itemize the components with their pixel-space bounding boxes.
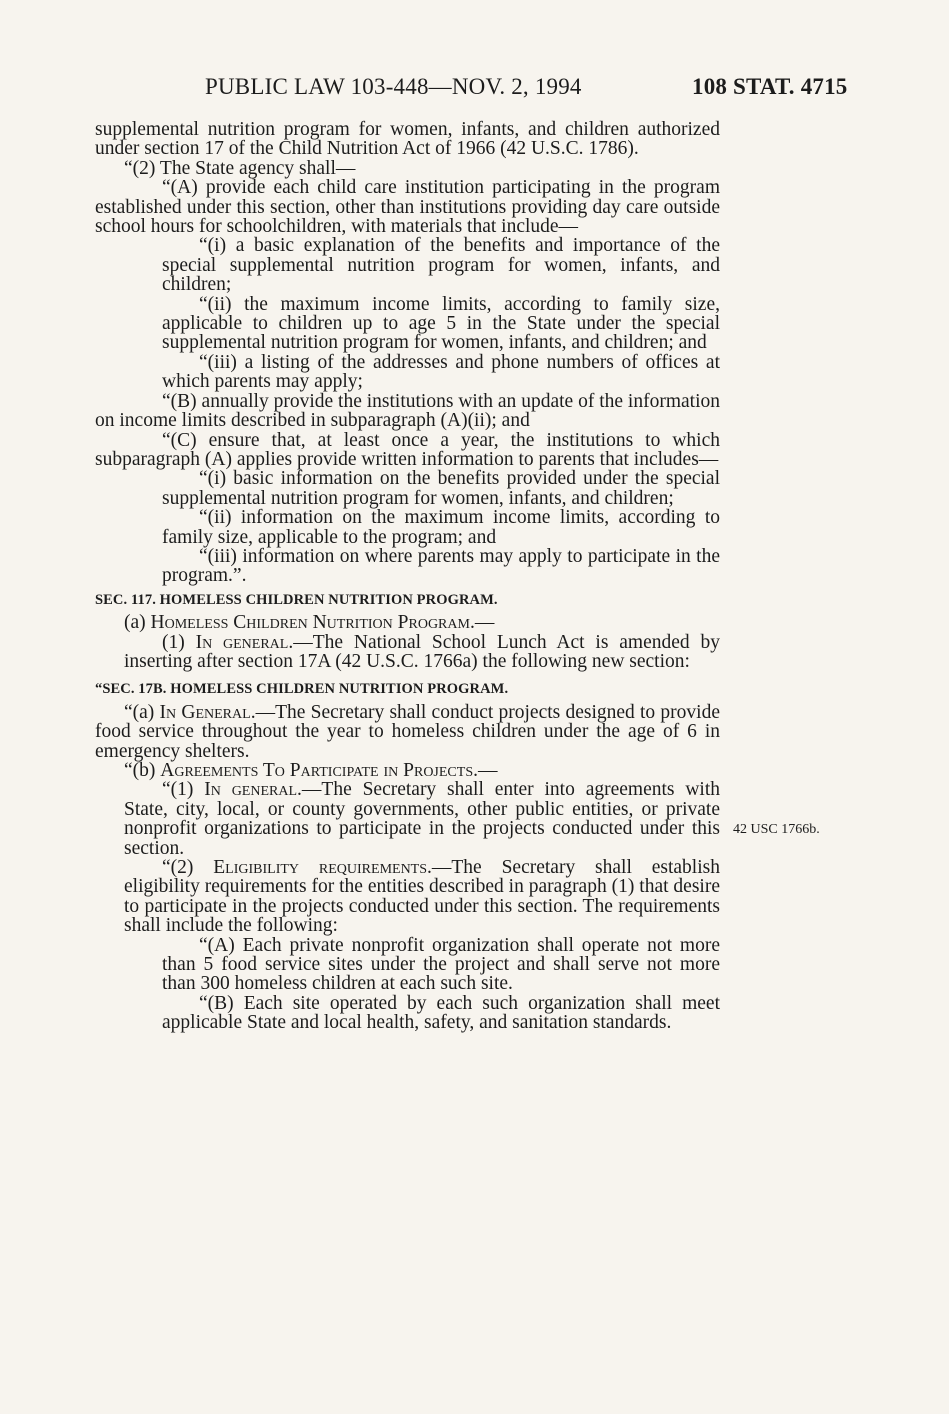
paragraph: “(a) In General.—The Secretary shall conduct projects designed to provide food service throughout the year to homeless children under the age of 6 in emergency shelters.	[95, 701, 720, 762]
paragraph: “(2) Eligibility requirements.—The Secretary shall establish eligibility requirements for the entities described in paragraph (1) that desire to participate in the projects conducted under this section. The requirements shall include the following:	[124, 857, 720, 937]
paragraph: “(ii) the maximum income limits, according to family size, applicable to children up to age 5 in the State under the special supplemental nutrition program for women, infants, and children; and	[162, 293, 720, 354]
paragraph: “(iii) information on where parents may apply to participate in the program.”.	[162, 545, 720, 587]
running-header-title: PUBLIC LAW 103-448—NOV. 2, 1994	[205, 74, 582, 99]
paragraph: “(A) provide each child care institution participating in the program established under this section, other than institutions providing day care outside school hours for schoolchildren, with materials that include—	[95, 177, 720, 238]
subsection-heading: (a) Homeless Children Nutrition Program.—	[124, 612, 495, 634]
paragraph: “(B) annually provide the institutions with an update of the information on income limits described in subparagraph (A)(ii); and	[95, 390, 720, 432]
paragraph: “(C) ensure that, at least once a year, the institutions to which subparagraph (A) applies provide written information to parents that includes—	[95, 429, 720, 470]
paragraph: “(i) basic information on the benefits provided under the special supplemental nutrition program for women, infants, and children;	[162, 468, 720, 509]
paragraph: “(i) a basic explanation of the benefits and importance of the special supplemental nutrition program for women, infants, and children;	[162, 235, 720, 296]
paragraph: supplemental nutrition program for women, infants, and children authorized under section 17 of the Child Nutrition Act of 1966 (42 U.S.C. 1786).	[95, 119, 720, 160]
body-text	[95, 120, 720, 1033]
subsection-heading: “(b) Agreements To Participate in Projects.—	[124, 760, 498, 781]
paragraph: “(1) In general.—The Secretary shall enter into agreements with State, city, local, or county governments, other public entities, or private nonprofit organizations to participate in the projects conducted under this section.	[124, 779, 720, 859]
paragraph: “(A) Each private nonprofit organization shall operate not more than 5 food service sites under the project and shall serve not more than 300 homeless children at each such site.	[162, 934, 720, 995]
margin-citation: 42 USC 1766b.	[733, 822, 820, 837]
paragraph: “(ii) information on the maximum income limits, according to family size, applicable to the program; and	[162, 507, 720, 548]
paragraph: (1) In general.—The National School Lunch Act is amended by inserting after section 17A (42 U.S.C. 1766a) the following new section:	[124, 631, 720, 672]
statute-page-number: 108 STAT. 4715	[692, 74, 848, 99]
section-heading: “SEC. 17B. HOMELESS CHILDREN NUTRITION PROGRAM.	[95, 681, 509, 698]
section-heading: SEC. 117. HOMELESS CHILDREN NUTRITION PROGRAM.	[95, 591, 498, 608]
paragraph: “(2) The State agency shall—	[124, 157, 356, 179]
paragraph: “(B) Each site operated by each such organization shall meet applicable State and local health, safety, and sanitation standards.	[162, 992, 720, 1034]
paragraph: “(iii) a listing of the addresses and phone numbers of offices at which parents may apply;	[162, 351, 720, 393]
